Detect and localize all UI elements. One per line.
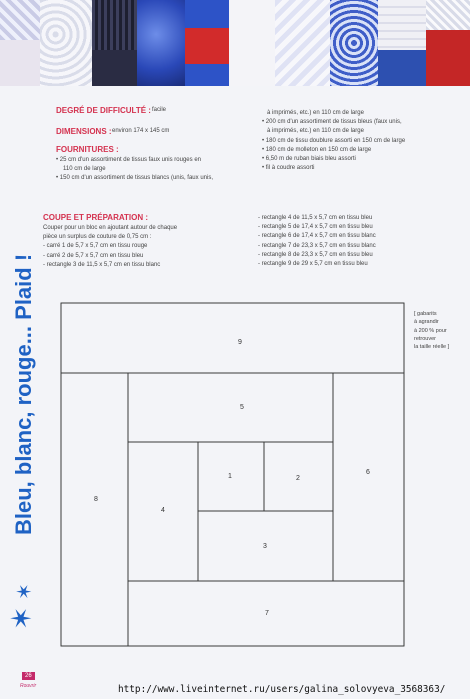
supplies-list-left: [56, 156, 213, 184]
cutting-intro: pièce un surplus de couture de 0,75 cm :: [43, 234, 152, 241]
difficulty-value: facile: [152, 107, 167, 113]
block-label-9: 9: [238, 339, 242, 346]
block-label-6: 6: [366, 469, 370, 476]
page-number: 26: [22, 672, 35, 680]
supply-item: • 180 cm de molleton en 150 cm de large: [262, 146, 372, 153]
supplies-heading: FOURNITURES :: [56, 145, 119, 154]
supply-item: • 6,50 m de ruban biais bleu assorti: [262, 156, 356, 163]
block-label-8: 8: [94, 496, 98, 503]
supply-item: 110 cm de large: [63, 166, 106, 173]
block-label-2: 2: [296, 475, 300, 482]
cutting-item: - rectangle 8 de 23,3 x 5,7 cm en tissu bleu: [258, 251, 373, 258]
star-icon: ✶: [12, 583, 36, 600]
cutting-item: - rectangle 3 de 11,5 x 5,7 cm en tissu blanc: [43, 261, 161, 268]
dimensions-value: environ 174 x 145 cm: [112, 128, 170, 134]
scale-note-line: retrouver: [414, 335, 437, 342]
difficulty-heading: DEGRÉ DE DIFFICULTÉ :: [56, 106, 151, 115]
scale-note-line: à 200 % pour: [414, 327, 447, 334]
block-label-5: 5: [240, 404, 244, 411]
supplies-list-right: [262, 109, 405, 173]
scale-note-line: la taille réelle ]: [414, 344, 450, 351]
block-label-7: 7: [265, 610, 269, 617]
quilt-photo: [0, 0, 470, 86]
supply-item: à imprimés, etc.) en 110 cm de large: [267, 110, 364, 116]
supply-item: • 150 cm d'un assortiment de tissus blancs (unis, faux unis,: [56, 175, 213, 182]
block-outline: [61, 303, 404, 646]
cutting-item: - rectangle 7 de 23,3 x 5,7 cm en tissu blanc: [258, 242, 376, 249]
block-label-1: 1: [228, 473, 232, 480]
cutting-item: - rectangle 5 de 17,4 x 5,7 cm en tissu bleu: [258, 224, 373, 231]
cutting-item: - rectangle 6 de 17,4 x 5,7 cm en tissu blanc: [258, 233, 376, 240]
cutting-item: - rectangle 4 de 11,5 x 5,7 cm en tissu bleu: [258, 215, 373, 221]
cutting-item: - carré 1 de 5,7 x 5,7 cm en tissu rouge: [43, 243, 148, 250]
cutting-list-right: [258, 214, 376, 269]
supply-item: • 25 cm d'un assortiment de tissus faux unis rouges en: [56, 157, 201, 163]
supply-item: • fil à coudre assorti: [262, 165, 315, 172]
scale-note: [414, 310, 466, 351]
page-title: [4, 95, 38, 655]
block-label-4: 4: [161, 507, 165, 514]
cutting-intro: Couper pour un bloc en ajoutant autour de chaque: [43, 225, 178, 231]
block-template-diagram: [60, 302, 405, 647]
scale-note-line: [ gabarits: [414, 311, 437, 317]
cutting-item: - rectangle 9 de 29 x 5,7 cm en tissu bleu: [258, 261, 368, 268]
dimensions-heading: DIMENSIONS :: [56, 127, 112, 136]
magazine-name: Rouvrir: [20, 683, 37, 689]
page-title-text: Bleu, blanc, rouge... Plaid !: [11, 253, 36, 535]
block-label-3: 3: [263, 543, 267, 550]
source-url[interactable]: http://www.liveinternet.ru/users/galina_solovyeva_3568363/: [118, 684, 446, 695]
supply-item: • 180 cm de tissu doublure assorti en 150 cm de large: [262, 137, 406, 144]
piece-9: [61, 303, 404, 373]
cutting-list-left: [43, 224, 177, 270]
piece-5: [128, 373, 333, 442]
supply-item: à imprimés, etc.) en 110 cm de large: [267, 128, 364, 135]
scale-note-line: à agrandir: [414, 319, 439, 326]
supply-item: • 200 cm d'un assortiment de tissus bleus (faux unis,: [262, 119, 402, 126]
star-icon: ✶: [5, 606, 38, 630]
piece-6: [333, 373, 404, 581]
cutting-heading: COUPE ET PRÉPARATION :: [43, 213, 149, 222]
piece-8: [61, 373, 128, 646]
cutting-item: - carré 2 de 5,7 x 5,7 cm en tissu bleu: [43, 252, 144, 259]
